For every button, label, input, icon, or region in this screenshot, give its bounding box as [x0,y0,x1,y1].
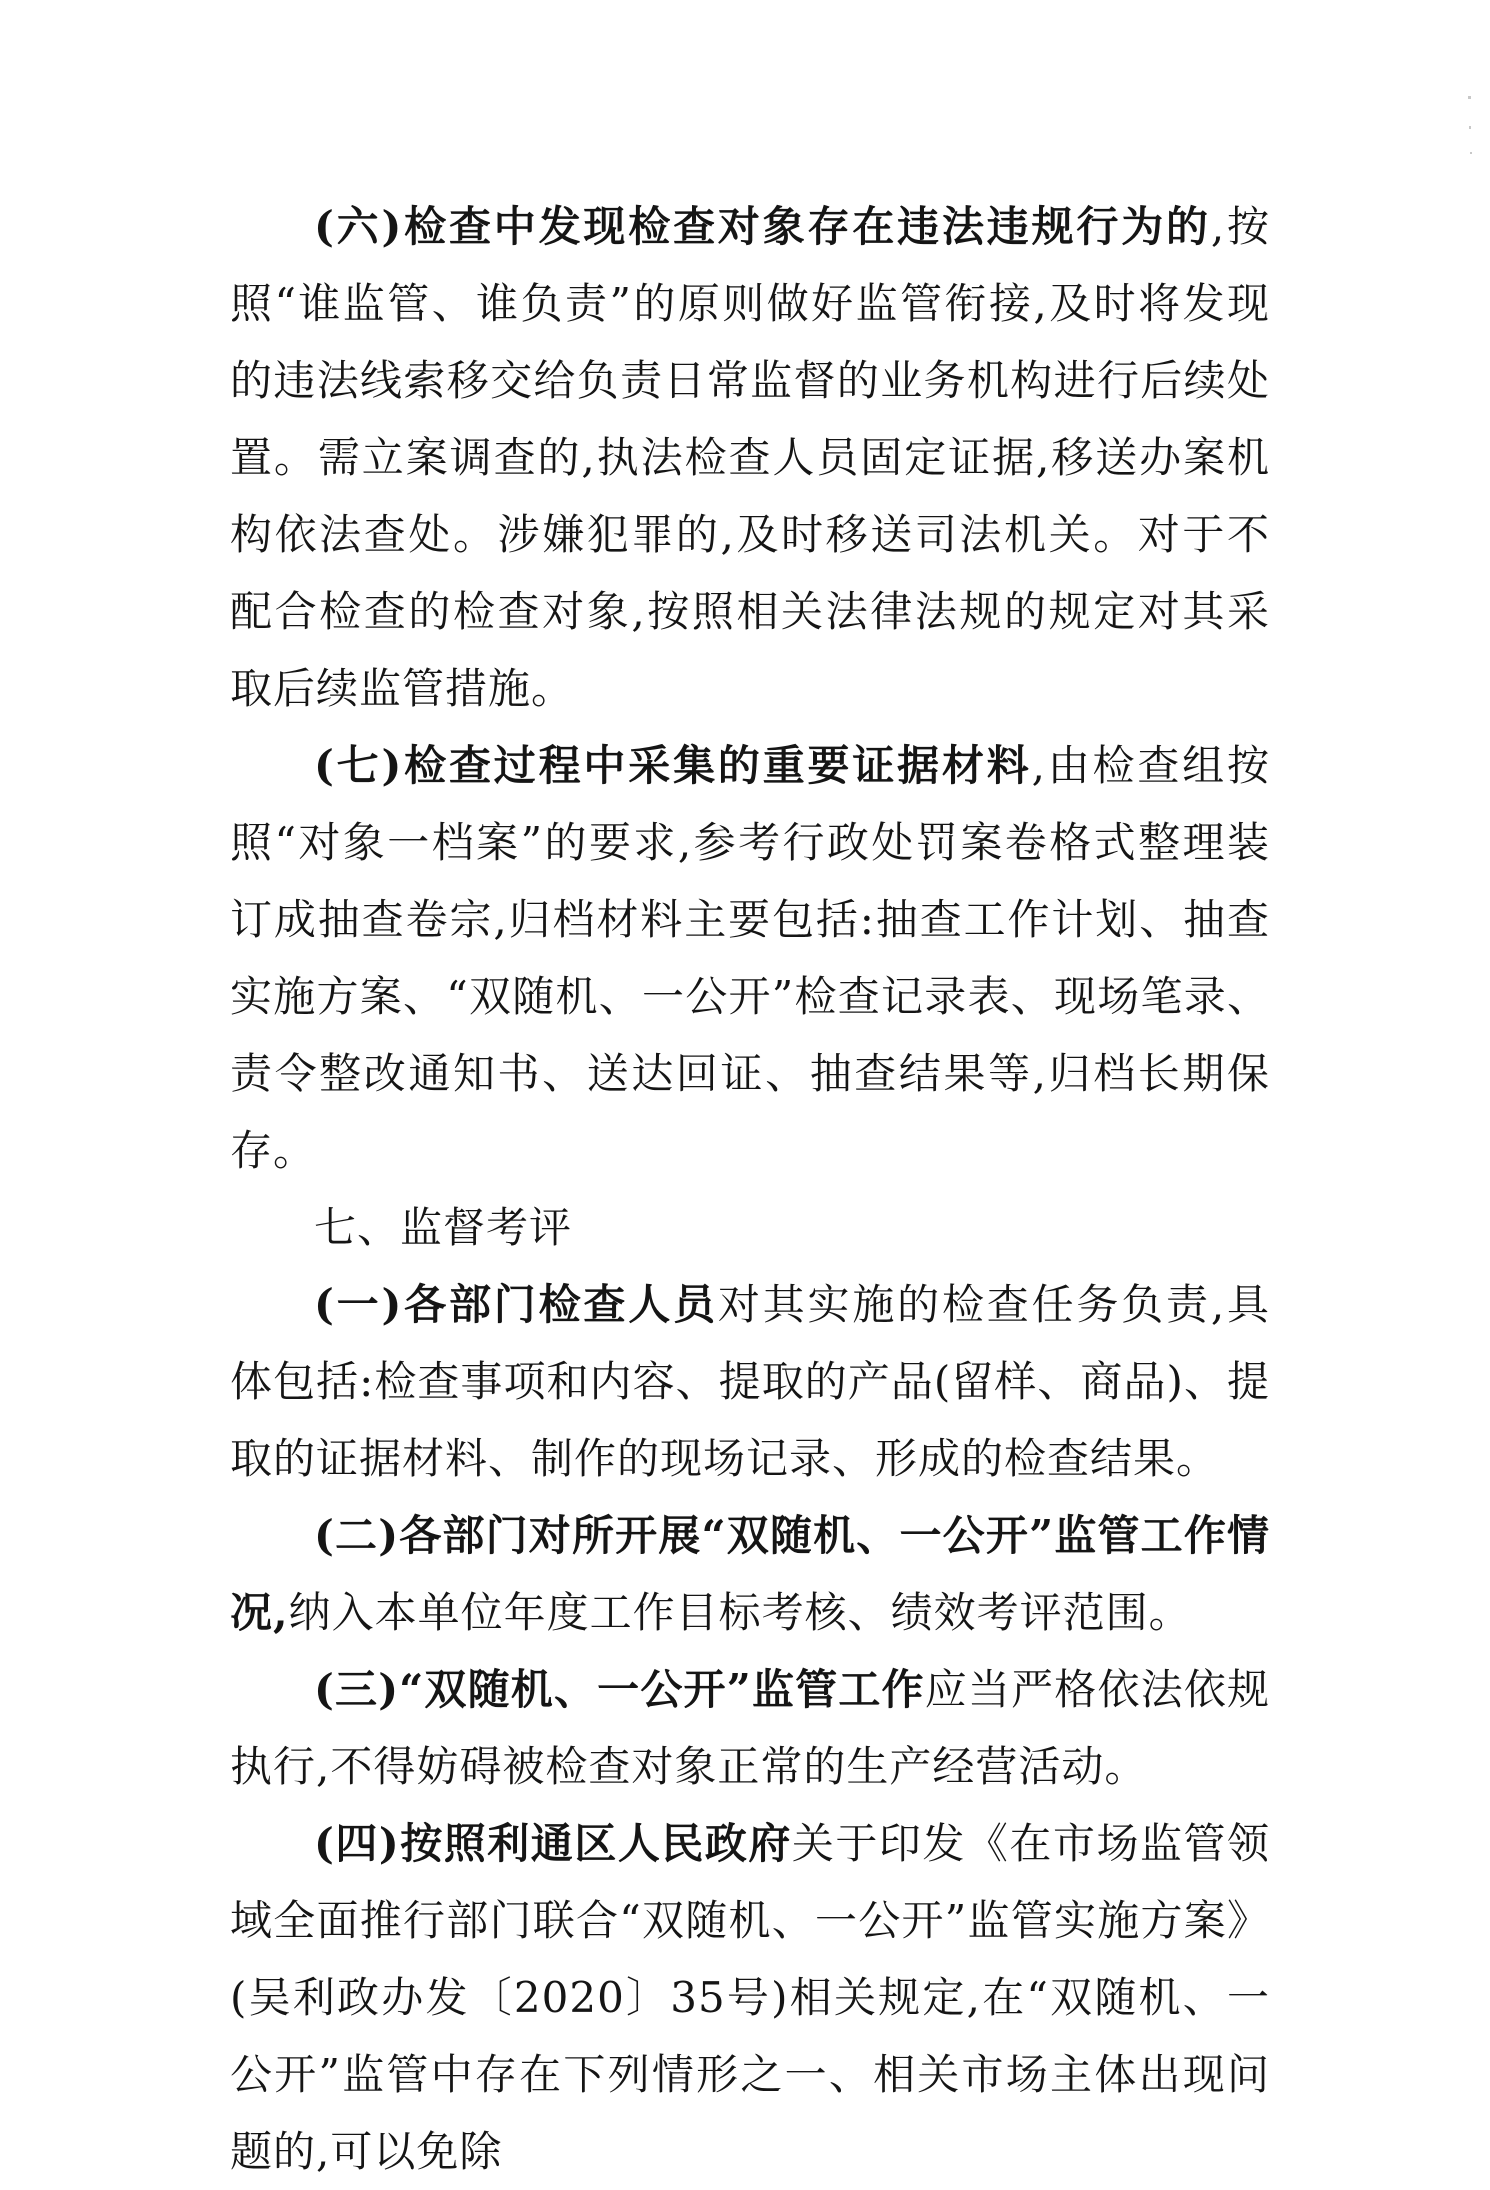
paragraph-lead: (二)各部门对所开展“双随机、一公开”监管工作情况, [230,1511,1270,1637]
paragraph-performance-assessment [230,1497,1270,1651]
paragraph-text: 对其实施的检查任务负责,具体包括:检查事项和内容、提取的产品(留样、商品)、提取的证据材料、制作的现场记录、形成的检查结果。 [230,1280,1271,1483]
paragraph-text: 应当严格依法依规执行,不得妨碍被检查对象正常的生产经营活动。 [230,1665,1270,1791]
paragraph-exemption-rules [230,1805,1270,2190]
paragraph-text: 关于印发《在市场监管领域全面推行部门联合“双随机、一公开”监管实施方案》(吴利政办发〔2020〕35号)相关规定,在“双随机、一公开”监管中存在下列情形之一、相关市场主体出现问题的,可以免除 [230,1819,1270,2176]
paragraph-lead: (三)“双随机、一公开”监管工作 [314,1665,925,1714]
document-body [230,188,1270,2190]
paragraph-lead: (一)各部门检查人员 [314,1280,718,1329]
scan-speck-mark [1468,96,1471,99]
paragraph-lead: (四)按照利通区人民政府 [314,1819,792,1868]
paragraph-inspector-responsibility [230,1266,1270,1497]
paragraph-lawful-execution [230,1651,1270,1805]
scan-speck-mark [1470,152,1472,154]
paragraph-text: ,按照“谁监管、谁负责”的原则做好监管衔接,及时将发现的违法线索移交给负责日常监督的业务机构进行后续处置。需立案调查的,执法检查人员固定证据,移送办案机构依法查处。涉嫌犯罪的,及时移送司法机关。对于不配合检查的检查对象,按照相关法律法规的规定对其采取后续监管措施。 [230,202,1270,713]
paragraph-lead: (六)检查中发现检查对象存在违法违规行为的 [314,202,1211,251]
section-heading-supervision-evaluation: 七、监督考评 [314,1203,573,1252]
paragraph-text: ,由检查组按照“对象一档案”的要求,参考行政处罚案卷格式整理装订成抽查卷宗,归档材料主要包括:抽查工作计划、抽查实施方案、“双随机、一公开”检查记录表、现场笔录、责令整改通知书、送达回证、抽查结果等,归档长期保存。 [230,741,1270,1175]
paragraph-inspection-violations [230,188,1270,727]
paragraph-lead: (七)检查过程中采集的重要证据材料 [314,741,1032,790]
paragraph-evidence-archiving [230,727,1270,1189]
paragraph-text: 纳入本单位年度工作目标考核、绩效考评范围。 [288,1588,1192,1637]
scan-speck-mark [1469,126,1471,129]
